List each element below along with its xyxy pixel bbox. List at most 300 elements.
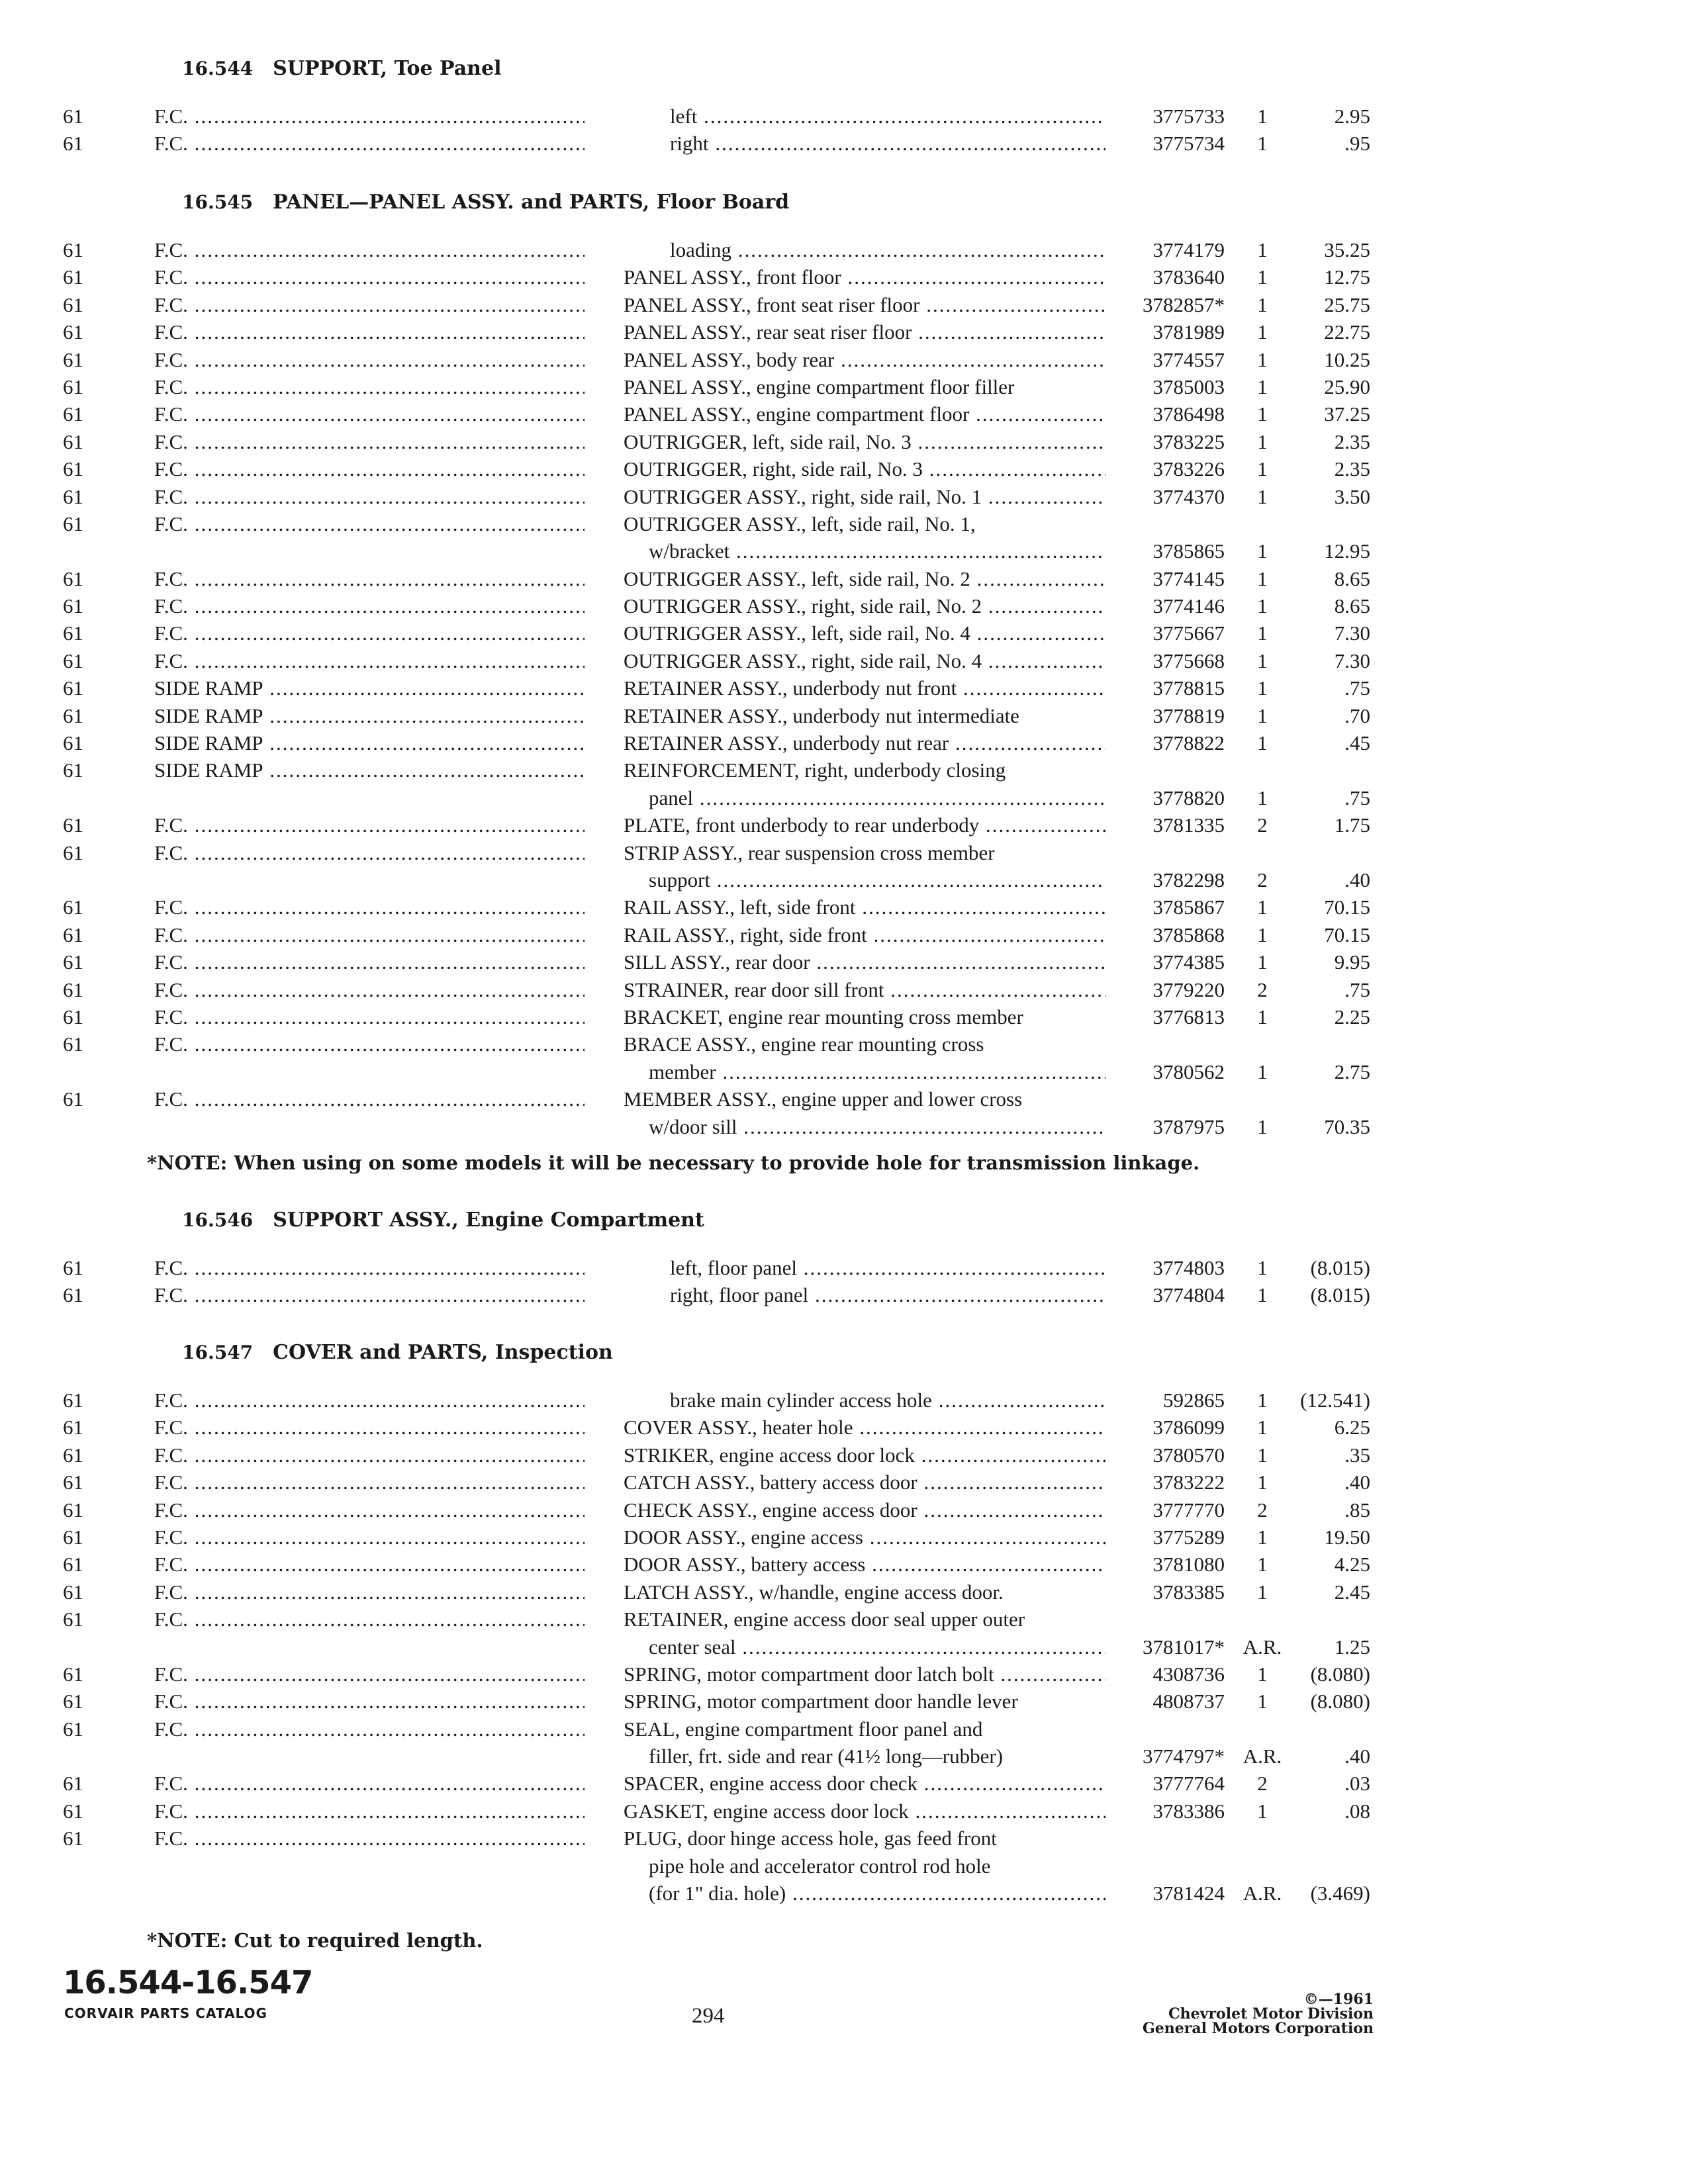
body-type: F.C. ..... <box>154 1770 585 1797</box>
table-row <box>0 948 1688 976</box>
quantity: 1 <box>1257 594 1268 618</box>
price: 25.90 <box>1324 375 1370 398</box>
quantity: 1 <box>1257 1662 1268 1686</box>
price: .75 <box>1344 676 1370 700</box>
model-year: 61 <box>63 1662 83 1686</box>
body-type: F.C. ..... <box>154 373 585 400</box>
price: 1.25 <box>1334 1635 1370 1659</box>
model-year: 61 <box>63 841 83 864</box>
quantity: 1 <box>1257 786 1268 809</box>
body-type: F.C. ..... <box>154 1551 585 1578</box>
footer-catalog-name: CORVAIR PARTS CATALOG <box>64 2005 267 2021</box>
part-number: 3785003 <box>1152 375 1225 398</box>
section-title: COVER and PARTS, Inspection <box>273 1341 613 1364</box>
model-year: 61 <box>63 649 83 672</box>
part-number: 3787975 <box>1152 1115 1225 1138</box>
model-year: 61 <box>63 132 83 156</box>
quantity: 1 <box>1257 1580 1268 1604</box>
part-description: STRIP ASSY., rear suspension cross member <box>624 841 995 864</box>
table-row <box>0 130 1688 157</box>
quantity: 1 <box>1257 1283 1268 1307</box>
quantity: 1 <box>1257 1799 1268 1823</box>
quantity: 1 <box>1257 950 1268 974</box>
quantity: 1 <box>1257 375 1268 398</box>
body-type: SIDE RAMP ..... <box>154 729 585 756</box>
price: 1.75 <box>1334 813 1370 837</box>
part-description: support ..... <box>624 866 1105 893</box>
part-description: CHECK ASSY., engine access door ..... <box>624 1496 1105 1524</box>
part-description: REINFORCEMENT, right, underbody closing <box>624 758 1006 782</box>
quantity: 1 <box>1257 1443 1268 1467</box>
section-title: SUPPORT ASSY., Engine Compartment <box>273 1208 704 1232</box>
price: (8.080) <box>1310 1662 1370 1686</box>
footer-copyright <box>1143 1992 1374 2036</box>
section-heading <box>182 1337 613 1369</box>
body-type: F.C. ..... <box>154 1688 585 1715</box>
part-description: COVER ASSY., heater hole ..... <box>624 1414 1105 1441</box>
body-type: F.C. ..... <box>154 948 585 976</box>
part-description: SILL ASSY., rear door ..... <box>624 948 1105 976</box>
table-row <box>0 811 1688 839</box>
table-row <box>0 592 1688 619</box>
body-type: F.C. ..... <box>154 291 585 318</box>
table-row <box>0 1387 1688 1414</box>
model-year: 61 <box>63 265 83 289</box>
part-description: RETAINER ASSY., underbody nut intermediate <box>624 704 1019 727</box>
quantity: 2 <box>1257 1772 1268 1796</box>
price: 6.25 <box>1334 1416 1370 1439</box>
section-note: *NOTE: Cut to required length. <box>147 1929 483 1952</box>
table-row <box>0 702 1688 729</box>
parts-table <box>0 103 1688 158</box>
table-row <box>0 729 1688 756</box>
part-number: 3775668 <box>1152 649 1225 672</box>
part-number: 3785865 <box>1152 539 1225 563</box>
price: .08 <box>1344 1799 1370 1823</box>
table-row <box>0 1661 1688 1688</box>
price: (8.015) <box>1310 1283 1370 1307</box>
price: 22.75 <box>1324 320 1370 344</box>
table-row <box>0 839 1688 866</box>
quantity: 1 <box>1257 1115 1268 1138</box>
part-number: 3775734 <box>1152 132 1225 156</box>
model-year: 61 <box>63 1580 83 1604</box>
table-row <box>0 866 1688 893</box>
price: .03 <box>1344 1772 1370 1796</box>
body-type: F.C. ..... <box>154 510 585 537</box>
quantity: 1 <box>1257 1416 1268 1439</box>
quantity: A.R. <box>1243 1882 1282 1905</box>
price: 7.30 <box>1334 649 1370 672</box>
table-row <box>0 1770 1688 1797</box>
part-description: RAIL ASSY., left, side front ..... <box>624 893 1105 921</box>
model-year: 61 <box>63 1388 83 1412</box>
model-year: 61 <box>63 621 83 645</box>
body-type: F.C. ..... <box>154 1469 585 1496</box>
section-note: *NOTE: When using on some models it will be necessary to provide hole for transmission linkage. <box>147 1152 1200 1174</box>
price: .85 <box>1344 1498 1370 1522</box>
part-description: SPACER, engine access door check ..... <box>624 1770 1105 1797</box>
quantity: 1 <box>1257 265 1268 289</box>
price: (8.015) <box>1310 1256 1370 1279</box>
table-row <box>0 1852 1688 1880</box>
quantity: 2 <box>1257 868 1268 891</box>
table-row <box>0 565 1688 592</box>
part-number: 3778820 <box>1152 786 1225 809</box>
model-year: 61 <box>63 1498 83 1522</box>
price: 9.95 <box>1334 950 1370 974</box>
model-year: 61 <box>63 457 83 481</box>
part-description: RETAINER ASSY., underbody nut rear ..... <box>624 729 1105 756</box>
model-year: 61 <box>63 1690 83 1713</box>
body-type: F.C. ..... <box>154 921 585 948</box>
body-type: F.C. ..... <box>154 1003 585 1030</box>
parts-table <box>0 236 1688 1140</box>
part-description: filler, frt. side and rear (41½ long—rubber) <box>649 1745 1004 1768</box>
body-type: F.C. ..... <box>154 811 585 839</box>
section-number: 16.547 <box>182 1342 254 1363</box>
quantity: 1 <box>1257 1060 1268 1083</box>
body-type: F.C. ..... <box>154 483 585 510</box>
table-row <box>0 1441 1688 1469</box>
table-row <box>0 400 1688 428</box>
quantity: 2 <box>1257 978 1268 1001</box>
price: 8.65 <box>1334 594 1370 618</box>
price: 4.25 <box>1334 1553 1370 1576</box>
quantity: 1 <box>1257 320 1268 344</box>
part-description: (for 1" dia. hole) ..... <box>624 1880 1105 1907</box>
model-year: 61 <box>63 1283 83 1307</box>
part-number: 3783385 <box>1152 1580 1225 1604</box>
table-row <box>0 893 1688 921</box>
table-row <box>0 619 1688 647</box>
table-row <box>0 1496 1688 1524</box>
part-number: 3782857* <box>1143 293 1225 316</box>
body-type: F.C. ..... <box>154 1281 585 1308</box>
table-row <box>0 784 1688 811</box>
part-description: BRACKET, engine rear mounting cross member <box>624 1005 1023 1028</box>
quantity: 1 <box>1257 731 1268 755</box>
part-number: 3783640 <box>1152 265 1225 289</box>
body-type: SIDE RAMP ..... <box>154 674 585 702</box>
price: 2.35 <box>1334 430 1370 453</box>
section-title: PANEL—PANEL ASSY. and PARTS, Floor Board <box>273 191 790 214</box>
body-type: F.C. ..... <box>154 1606 585 1633</box>
section-number: 16.546 <box>182 1209 254 1231</box>
price: 2.45 <box>1334 1580 1370 1604</box>
model-year: 61 <box>63 704 83 727</box>
body-type: F.C. ..... <box>154 1661 585 1688</box>
quantity: 1 <box>1257 238 1268 261</box>
part-description: brake main cylinder access hole ..... <box>624 1387 1105 1414</box>
price: .40 <box>1344 1745 1370 1768</box>
part-description: w/door sill ..... <box>624 1113 1105 1140</box>
model-year: 61 <box>63 978 83 1001</box>
body-type: F.C. ..... <box>154 130 585 157</box>
price: .40 <box>1344 1471 1370 1494</box>
quantity: 1 <box>1257 1388 1268 1412</box>
table-row <box>0 1633 1688 1661</box>
body-type: F.C. ..... <box>154 565 585 592</box>
part-number: 592865 <box>1163 1388 1225 1412</box>
model-year: 61 <box>63 1799 83 1823</box>
table-row <box>0 756 1688 784</box>
table-row <box>0 1030 1688 1058</box>
part-description: OUTRIGGER ASSY., left, side rail, No. 4 ..... <box>624 619 1105 647</box>
part-number: 3781080 <box>1152 1553 1225 1576</box>
part-number: 3774146 <box>1152 594 1225 618</box>
quantity: 1 <box>1257 539 1268 563</box>
part-description: RETAINER ASSY., underbody nut front ..... <box>624 674 1105 702</box>
table-row <box>0 976 1688 1003</box>
table-row <box>0 1688 1688 1715</box>
table-row <box>0 1113 1688 1140</box>
part-number: 3774385 <box>1152 950 1225 974</box>
body-type: F.C. ..... <box>154 839 585 866</box>
quantity: 1 <box>1257 895 1268 919</box>
price: 70.35 <box>1324 1115 1370 1138</box>
part-description: SPRING, motor compartment door latch bolt ..... <box>624 1661 1105 1688</box>
body-type: F.C. ..... <box>154 1254 585 1281</box>
part-description: PANEL ASSY., engine compartment floor ..... <box>624 400 1105 428</box>
part-description: loading ..... <box>624 236 1105 263</box>
model-year: 61 <box>63 484 83 508</box>
quantity: 1 <box>1257 1553 1268 1576</box>
part-description: RETAINER, engine access door seal upper outer <box>624 1608 1025 1631</box>
part-description: DOOR ASSY., engine access ..... <box>624 1524 1105 1551</box>
model-year: 61 <box>63 1256 83 1279</box>
part-description: OUTRIGGER, left, side rail, No. 3 ..... <box>624 428 1105 455</box>
model-year: 61 <box>63 676 83 700</box>
part-number: 3774803 <box>1152 1256 1225 1279</box>
price: .40 <box>1344 868 1370 891</box>
quantity: 1 <box>1257 1690 1268 1713</box>
table-row <box>0 1003 1688 1030</box>
table-row <box>0 318 1688 345</box>
table-row <box>0 1551 1688 1578</box>
part-number: 3776813 <box>1152 1005 1225 1028</box>
part-number: 4308736 <box>1152 1662 1225 1686</box>
table-row <box>0 236 1688 263</box>
body-type: F.C. ..... <box>154 318 585 345</box>
price: .70 <box>1344 704 1370 727</box>
table-row <box>0 483 1688 510</box>
part-description: OUTRIGGER ASSY., right, side rail, No. 2 ..... <box>624 592 1105 619</box>
body-type: F.C. ..... <box>154 592 585 619</box>
part-number: 3777770 <box>1152 1498 1225 1522</box>
quantity: 1 <box>1257 649 1268 672</box>
part-description: left, floor panel ..... <box>624 1254 1105 1281</box>
copyright-year: ©—1961 <box>1303 1991 1374 2008</box>
part-description: center seal ..... <box>624 1633 1105 1661</box>
quantity: 1 <box>1257 430 1268 453</box>
table-row <box>0 1606 1688 1633</box>
table-row <box>0 291 1688 318</box>
table-row <box>0 1469 1688 1496</box>
model-year: 61 <box>63 512 83 535</box>
part-number: 3775667 <box>1152 621 1225 645</box>
part-description: OUTRIGGER ASSY., right, side rail, No. 1 ..... <box>624 483 1105 510</box>
model-year: 61 <box>63 402 83 426</box>
model-year: 61 <box>63 594 83 618</box>
model-year: 61 <box>63 1087 83 1111</box>
quantity: 1 <box>1257 132 1268 156</box>
table-row <box>0 1524 1688 1551</box>
price: .95 <box>1344 132 1370 156</box>
part-number: 3778822 <box>1152 731 1225 755</box>
model-year: 61 <box>63 1443 83 1467</box>
body-type: F.C. ..... <box>154 1441 585 1469</box>
part-number: 3774145 <box>1152 567 1225 590</box>
body-type: F.C. ..... <box>154 1524 585 1551</box>
table-row <box>0 1825 1688 1852</box>
part-description: right ..... <box>624 130 1105 157</box>
section-heading <box>182 1205 704 1236</box>
table-row <box>0 1797 1688 1825</box>
table-row <box>0 428 1688 455</box>
body-type: F.C. ..... <box>154 1715 585 1743</box>
part-description: panel ..... <box>624 784 1105 811</box>
part-description: LATCH ASSY., w/handle, engine access door. <box>624 1580 1004 1604</box>
price: 2.75 <box>1334 1060 1370 1083</box>
price: (3.469) <box>1310 1882 1370 1905</box>
part-description: CATCH ASSY., battery access door ..... <box>624 1469 1105 1496</box>
part-number: 3777764 <box>1152 1772 1225 1796</box>
part-number: 3781989 <box>1152 320 1225 344</box>
model-year: 61 <box>63 895 83 919</box>
part-number: 3785868 <box>1152 923 1225 946</box>
corporation-name: General Motors Corporation <box>1142 2020 1374 2037</box>
part-description: OUTRIGGER, right, side rail, No. 3 ..... <box>624 455 1105 482</box>
part-description: SPRING, motor compartment door handle lever <box>624 1690 1018 1713</box>
model-year: 61 <box>63 1005 83 1028</box>
body-type: F.C. ..... <box>154 1030 585 1058</box>
quantity: 1 <box>1257 621 1268 645</box>
table-row <box>0 1880 1688 1907</box>
body-type: F.C. ..... <box>154 1797 585 1825</box>
part-number: 3778815 <box>1152 676 1225 700</box>
section-heading <box>182 187 789 218</box>
footer-section-code: 16.544-16.547 <box>63 1964 313 2001</box>
model-year: 61 <box>63 347 83 371</box>
model-year: 61 <box>63 1416 83 1439</box>
body-type: F.C. ..... <box>154 619 585 647</box>
price: 10.25 <box>1324 347 1370 371</box>
quantity: 1 <box>1257 676 1268 700</box>
part-number: 3781335 <box>1152 813 1225 837</box>
body-type: F.C. ..... <box>154 263 585 291</box>
part-number: 3782298 <box>1152 868 1225 891</box>
part-description: PANEL ASSY., rear seat riser floor ..... <box>624 318 1105 345</box>
part-description: PANEL ASSY., body rear ..... <box>624 346 1105 373</box>
price: 8.65 <box>1334 567 1370 590</box>
table-row <box>0 1743 1688 1770</box>
table-row <box>0 1578 1688 1606</box>
table-row <box>0 537 1688 565</box>
model-year: 61 <box>63 238 83 261</box>
price: 25.75 <box>1324 293 1370 316</box>
quantity: 1 <box>1257 347 1268 371</box>
table-row <box>0 674 1688 702</box>
quantity: 1 <box>1257 457 1268 481</box>
part-description: PANEL ASSY., front floor ..... <box>624 263 1105 291</box>
table-row <box>0 510 1688 537</box>
table-row <box>0 647 1688 674</box>
price: .45 <box>1344 731 1370 755</box>
model-year: 61 <box>63 1827 83 1850</box>
part-number: 3786498 <box>1152 402 1225 426</box>
table-row <box>0 1085 1688 1113</box>
quantity: 2 <box>1257 813 1268 837</box>
table-row <box>0 346 1688 373</box>
quantity: 1 <box>1257 1525 1268 1549</box>
quantity: 1 <box>1257 1005 1268 1028</box>
table-row <box>0 373 1688 400</box>
part-number: 3785867 <box>1152 895 1225 919</box>
price: 2.35 <box>1334 457 1370 481</box>
part-number: 3786099 <box>1152 1416 1225 1439</box>
quantity: 1 <box>1257 402 1268 426</box>
model-year: 61 <box>63 567 83 590</box>
table-row <box>0 1281 1688 1308</box>
body-type: F.C. ..... <box>154 1496 585 1524</box>
quantity: 1 <box>1257 923 1268 946</box>
parts-table <box>0 1387 1688 1907</box>
quantity: 1 <box>1257 484 1268 508</box>
part-number: 3774557 <box>1152 347 1225 371</box>
table-row <box>0 1414 1688 1441</box>
price: 35.25 <box>1324 238 1370 261</box>
body-type: F.C. ..... <box>154 236 585 263</box>
price: .35 <box>1344 1443 1370 1467</box>
section-number: 16.544 <box>182 58 254 79</box>
body-type: F.C. ..... <box>154 346 585 373</box>
part-description: pipe hole and accelerator control rod hole <box>649 1854 991 1878</box>
body-type: F.C. ..... <box>154 103 585 130</box>
part-description: SEAL, engine compartment floor panel and <box>624 1717 983 1741</box>
part-description: BRACE ASSY., engine rear mounting cross <box>624 1032 984 1056</box>
price: 7.30 <box>1334 621 1370 645</box>
table-row <box>0 1254 1688 1281</box>
model-year: 61 <box>63 813 83 837</box>
part-number: 3781424 <box>1152 1882 1225 1905</box>
table-row <box>0 103 1688 130</box>
body-type: F.C. ..... <box>154 1085 585 1113</box>
part-description: STRIKER, engine access door lock ..... <box>624 1441 1105 1469</box>
quantity: A.R. <box>1243 1635 1282 1659</box>
body-type: F.C. ..... <box>154 455 585 482</box>
quantity: 1 <box>1257 293 1268 316</box>
part-description: OUTRIGGER ASSY., left, side rail, No. 1, <box>624 512 976 535</box>
part-number: 3774797* <box>1143 1745 1225 1768</box>
table-row <box>0 263 1688 291</box>
model-year: 61 <box>63 923 83 946</box>
part-description: PLATE, front underbody to rear underbody ..... <box>624 811 1105 839</box>
part-description: GASKET, engine access door lock ..... <box>624 1797 1105 1825</box>
section-title: SUPPORT, Toe Panel <box>273 57 502 80</box>
price: 70.15 <box>1324 923 1370 946</box>
section-number: 16.545 <box>182 191 254 213</box>
price: 2.25 <box>1334 1005 1370 1028</box>
price: .75 <box>1344 978 1370 1001</box>
part-description: STRAINER, rear door sill front ..... <box>624 976 1105 1003</box>
part-description: PLUG, door hinge access hole, gas feed front <box>624 1827 997 1850</box>
price: 70.15 <box>1324 895 1370 919</box>
model-year: 61 <box>63 1717 83 1741</box>
price: 37.25 <box>1324 402 1370 426</box>
body-type: F.C. ..... <box>154 1825 585 1852</box>
part-number: 3774804 <box>1152 1283 1225 1307</box>
